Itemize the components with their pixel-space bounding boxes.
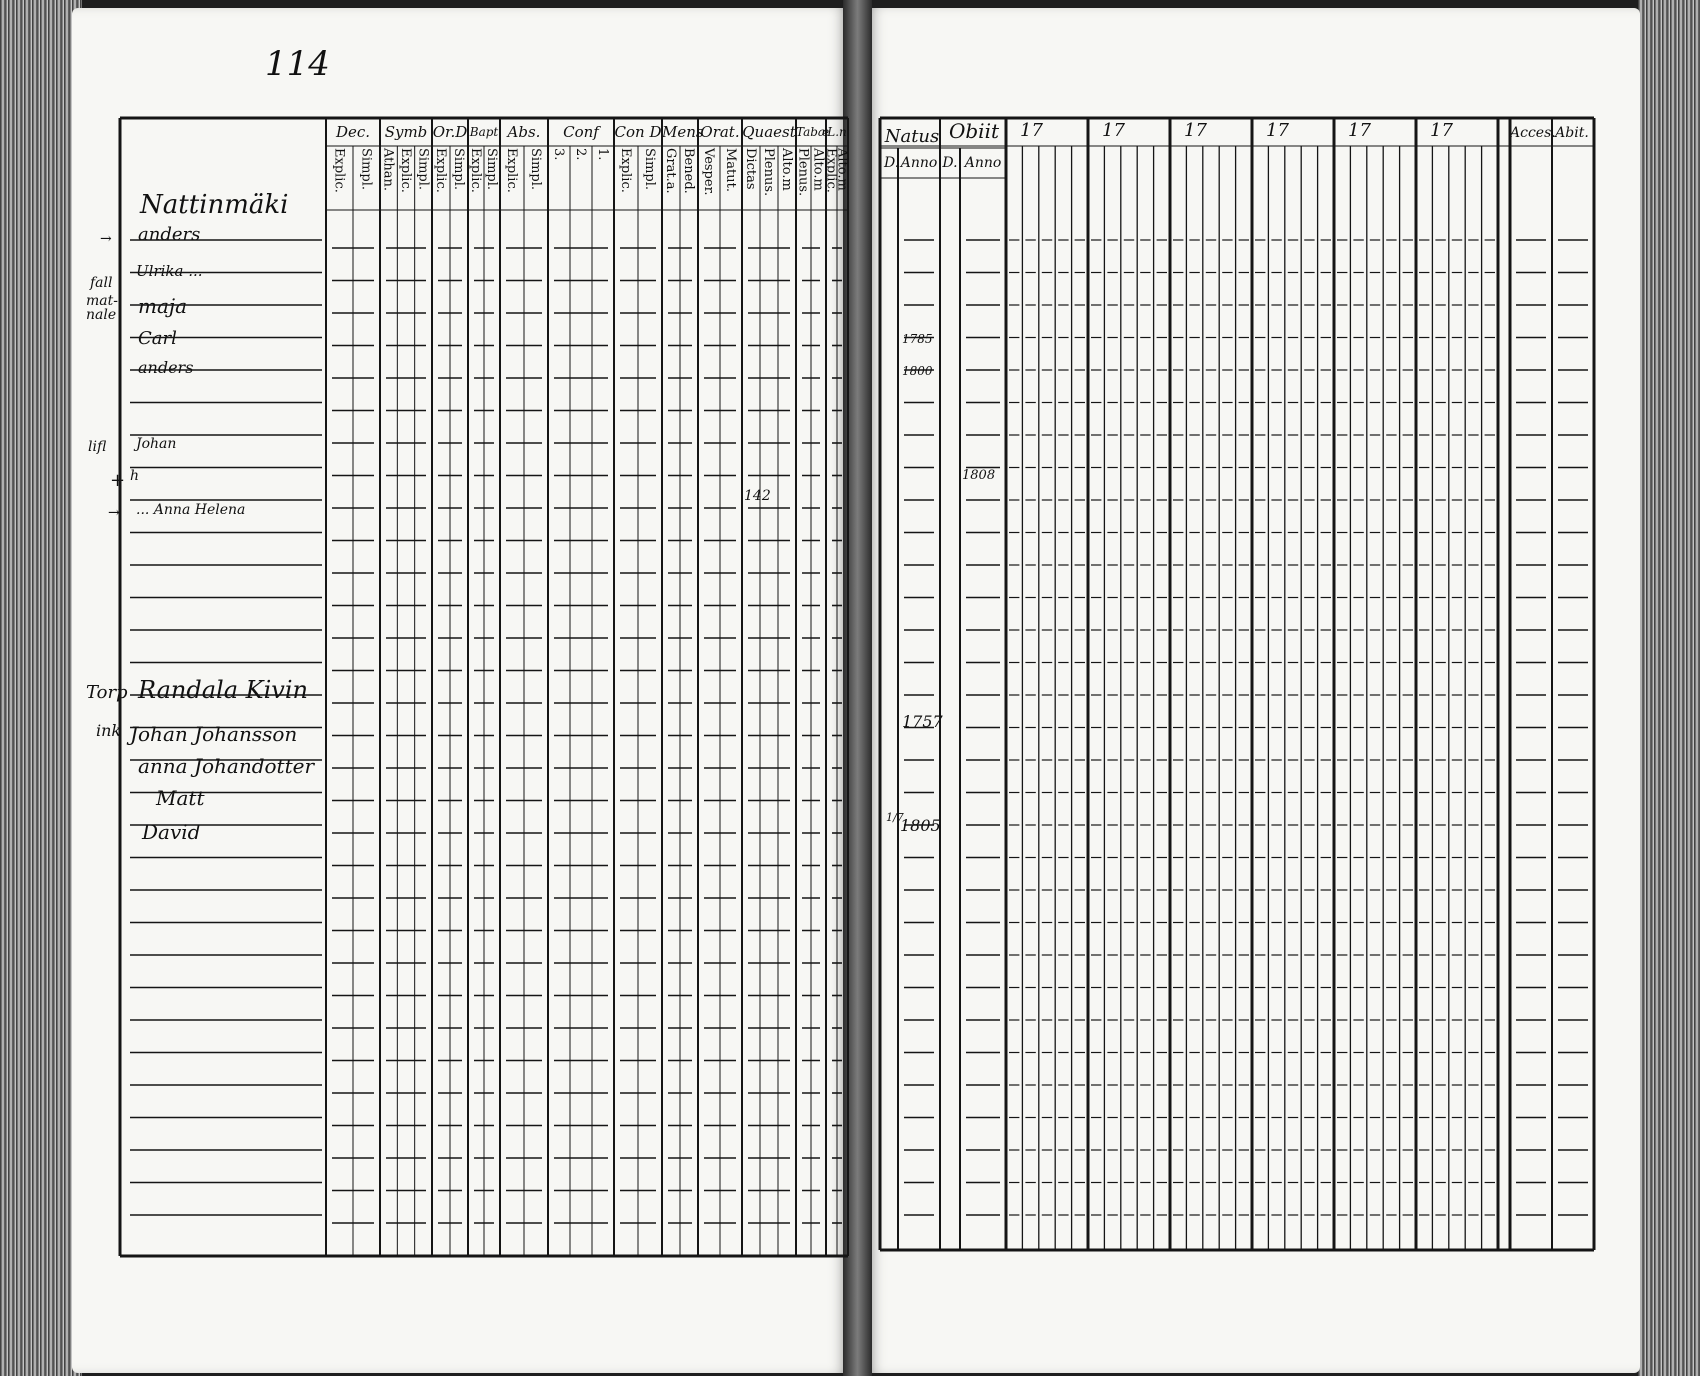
entry-name: David (142, 820, 201, 844)
birth-year: 1800 (902, 364, 933, 378)
column-header: Quaest (742, 123, 796, 141)
column-subheader: Explic. (398, 148, 413, 193)
margin-note: → (108, 505, 120, 521)
year-header: 17 (1102, 120, 1125, 141)
column-header: Orat. (700, 123, 740, 141)
birth-year: 1785 (902, 332, 933, 346)
column-subheader: Explic. (504, 148, 519, 193)
margin-note: → (100, 231, 112, 247)
birth-year: 1757 (902, 712, 943, 731)
column-subheader: Plenus. (761, 148, 776, 197)
column-subheader: Simpl. (642, 148, 657, 191)
column-subheader: Grat.a. (663, 148, 678, 194)
column-subheader: 1. (595, 148, 610, 161)
entry-name: Ulrika ... (136, 262, 203, 280)
obiit-year-header: Anno (964, 155, 1002, 171)
column-subheader: Alto.m (810, 148, 826, 191)
entry-name: anders (138, 224, 201, 245)
column-header: Mens (662, 123, 704, 141)
birth-year: 1805 (900, 816, 941, 835)
accessit-header: Acces. (1510, 125, 1556, 141)
column-header: Bapt (469, 125, 499, 139)
column-subheader: 2. (573, 148, 588, 161)
column-header: Con D (614, 123, 662, 141)
entry-name: Carl (138, 328, 177, 349)
margin-note: fall (90, 275, 113, 291)
year-header: 17 (1020, 120, 1043, 141)
margin-note: lifl (88, 439, 107, 455)
natus-year-header: Anno (900, 155, 938, 171)
column-header: Or.D (432, 123, 468, 141)
natus-header: Natus (884, 126, 940, 147)
column-subheader: Simpl. (528, 148, 543, 191)
column-header: Abs. (507, 123, 541, 141)
column-subheader: Simpl. (358, 148, 374, 191)
margin-note: + (110, 470, 126, 491)
year-header: 17 (1266, 120, 1289, 141)
column-header: Symb (384, 123, 428, 141)
column-subheader: Matut. (723, 148, 738, 193)
margin-note: mat-nale (86, 293, 118, 323)
column-subheader: Simpl. (415, 148, 431, 191)
column-subheader: Explic. (618, 148, 633, 193)
page-number: 114 (265, 44, 330, 84)
column-subheader: Alto.m (834, 148, 850, 191)
column-subheader: 3. (551, 148, 566, 161)
column-subheader: Explic. (433, 148, 448, 193)
margin-note: Torp (86, 682, 128, 703)
year-header: 17 (1348, 120, 1371, 141)
entry-name: ... Anna Helena (136, 502, 246, 518)
obiit-header: Obiit (948, 119, 1000, 143)
column-subheader: Explic. (823, 148, 839, 193)
column-header: L.n (827, 125, 847, 139)
entry-name: Johan Johansson (130, 722, 298, 746)
entry-farm-name: Randala Kivin (138, 676, 308, 704)
column-subheader: Alto.m (779, 148, 794, 191)
column-subheader: Simpl. (484, 148, 499, 191)
year-header: 17 (1184, 120, 1207, 141)
handwritten-mark: 142 (744, 488, 771, 504)
column-header: Tabæ (796, 125, 830, 139)
column-subheader: Explic. (331, 148, 347, 193)
column-subheader: Explic. (468, 148, 483, 193)
column-header: Dec. (335, 123, 371, 141)
column-header: Conf (563, 123, 599, 141)
entry-name: Matt (156, 786, 205, 810)
year-header: 17 (1430, 120, 1453, 141)
column-subheader: Dictas (743, 148, 758, 190)
column-subheader: Athan. (380, 148, 396, 192)
obiit-day-header: D. (942, 155, 958, 171)
column-subheader: Plenus. (795, 148, 811, 197)
column-subheader: Simpl. (451, 148, 466, 191)
death-year: 1808 (962, 468, 996, 483)
entry-name: Johan (136, 436, 177, 452)
margin-note: ink (96, 721, 122, 740)
abiit-header: Abit. (1555, 125, 1589, 141)
natus-day-header: D. (884, 155, 900, 171)
entry-name: h (130, 468, 140, 484)
entry-farm-name: Nattinmäki (140, 190, 289, 220)
column-subheader: Vesper. (701, 148, 716, 196)
birth-day: 1/7 (886, 811, 904, 824)
entry-name: anna Johandotter (138, 754, 315, 778)
entry-name: maja (138, 294, 188, 318)
entry-name: anders (138, 358, 194, 377)
column-subheader: Bened. (681, 148, 696, 194)
